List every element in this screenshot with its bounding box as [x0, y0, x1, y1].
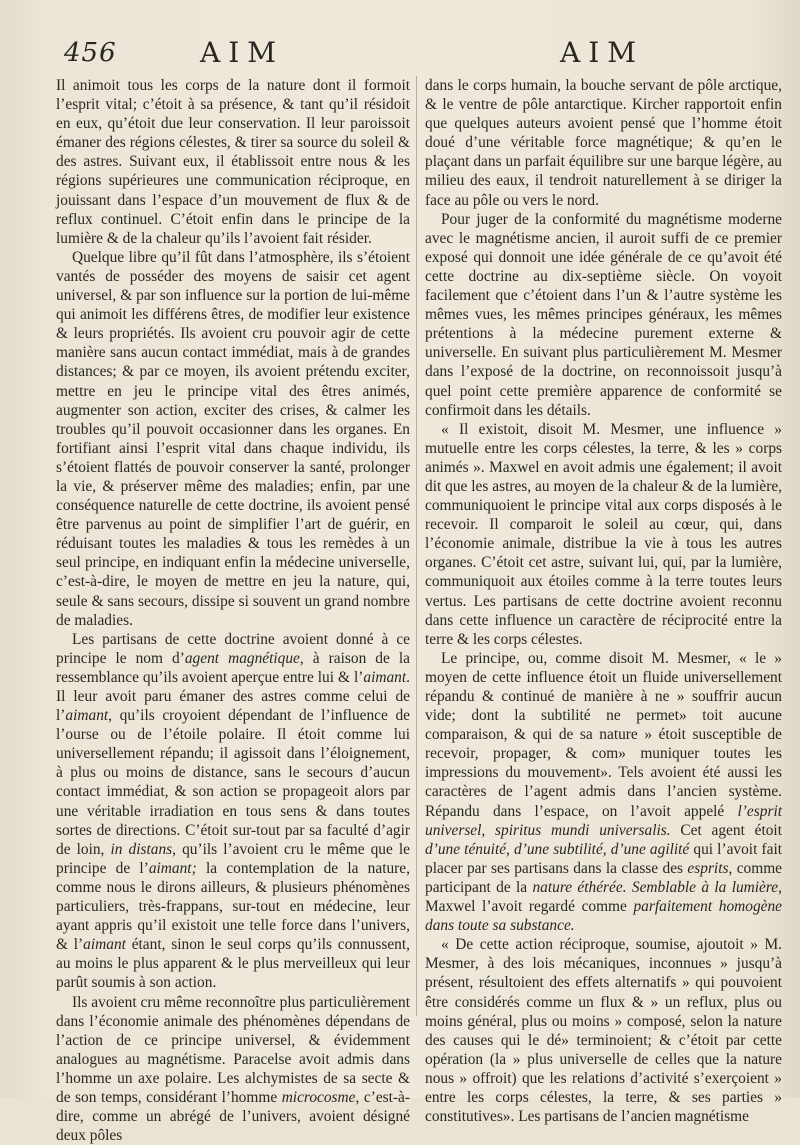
paragraph: Ils avoient cru même reconnoître plus particulièrement dans l’économie animale des phénomènes dépendans de l’action de ce principe universel, & évidemment analogues au magnétisme. Paracelse avoit admis dans l’homme un axe polaire. Les alchymistes de sa secte & de son temps, considérant l’homme microcosme, c’est-à-dire, comme un abrégé de l’univers, avoient désigné deux pôles: [56, 993, 410, 1145]
paragraph: « De cette action réciproque, soumise, ajoutoit » M. Mesmer, à des lois mécaniques, inconnues » jusqu’à présent, résultoient des effets alternatifs » qui pouvoient être considérés comme un flux & » un reflux, plus ou moins général, plus ou moins » composé, selon la nature des causes qui le dé» terminoient; & c’étoit par cette opération (la » plus universelle de celles que la nature nous » offroit) que les relations d’activité s’exerçoient » entre les corps célestes, la terre, & ses parties » constitutives». Les partisans de l’ancien magnétisme: [425, 935, 782, 1126]
paragraph: Il animoit tous les corps de la nature dont il formoit l’esprit vital; c’étoit à sa présence, & tant qu’il résidoit en eux, qu’étoit due leur conservation. Il leur paroissoit émaner des régions célestes, & tirer sa source du soleil & des astres. Suivant eux, il établissoit entre nous & les régions supérieures une communication réciproque, en jouissant dans l’espace d’un mouvement de flux & de reflux continuel. C’étoit enfin dans le principe de la lumière & de la chaleur qu’ils l’avoient fait résider.: [56, 76, 410, 248]
running-header: [0, 34, 800, 74]
page-number: 456: [64, 38, 117, 68]
left-column: [56, 76, 410, 1145]
running-title-left: AIM: [200, 36, 284, 69]
paragraph: Quelque libre qu’il fût dans l’atmosphère, ils s’étoient vantés de posséder des moyens de saisir cet agent universel, & par son influence sur la portion de lui-même qui animoit les différens êtres, de modifier leur existence & leurs propriétés. Ils avoient cru pouvoir agir de cette manière sans aucun contact immédiat, mais à de grandes distances; & par ce moyen, ils avoient prétendu exciter, mettre en jeu le principe vital des êtres animés, augmenter son action, exciter des crises, & calmer les troubles qu’il pouvoit occasionner dans les organes. En fortifiant ainsi l’esprit vital dans chaque individu, ils s’étoient flattés de pouvoir conserver la santé, prolonger la vie, & préserver même des maladies; enfin, par une conséquence naturelle de cette doctrine, ils avoient pensé être parvenus au point de simplifier l’art de guérir, en réduisant toutes les maladies & tous les remèdes à un seul principe, en indiquant enfin la médecine universelle, c’est-à-dire, le moyen de mettre en jeu la nature, qui, seule & sans secours, dissipe si souvent un grand nombre de maladies.: [56, 248, 410, 630]
column-divider: [416, 76, 417, 1016]
paragraph: Le principe, ou, comme disoit M. Mesmer, « le » moyen de cette influence étoit un fluide universellement répandu & continué de manière à ne » souffrir aucun vide; dont la subtilité ne permet» toit aucune comparaison, & qui de sa nature » étoit susceptible de recevoir, propager, & com» muniquer toutes les impressions du mouvement». Tels avoient été aussi les caractères de l’agent admis dans l’ancien système. Répandu dans l’espace, on l’avoit appelé l’esprit universel, spiritus mundi universalis. Cet agent étoit d’une ténuité, d’une subtilité, d’une agilité qui l’avoit fait placer par ses partisans dans la classe des esprits, comme participant de la nature éthérée. Semblable à la lumière, Maxwel l’avoit regardé comme parfaitement homogène dans toute sa substance.: [425, 649, 782, 935]
paragraph: dans le corps humain, la bouche servant de pôle arctique, & le ventre de pôle antarctique. Kircher rapportoit enfin que quelques auteurs avoient pensé que l’homme étoit doué d’une véritable force magnétique; & qu’en le plaçant dans un parfait équilibre sur une barque légère, au milieu des eaux, il tendroit naturellement à se diriger la face au pôle ou vers le nord.: [425, 76, 782, 210]
right-column: [425, 76, 782, 1126]
running-title-right: AIM: [560, 36, 644, 69]
paragraph: Pour juger de la conformité du magnétisme moderne avec le magnétisme ancien, il auroit suffi de ce premier exposé qui donnoit une idée générale de ce qu’avoit été cette doctrine au dix-septième siècle. On voyoit facilement que c’étoient dans l’un & l’autre système les mêmes vues, les mêmes principes généraux, les mêmes prétentions à la médecine purement externe & universelle. En suivant plus particulièrement M. Mesmer dans l’exposé de la doctrine, on reconnoissoit jusqu’à quel point cette première apparence de conformité se confirmoit dans les détails.: [425, 210, 782, 420]
paragraph: Les partisans de cette doctrine avoient donné à ce principe le nom d’agent magnétique, à raison de la ressemblance qu’ils avoient aperçue entre lui & l’aimant. Il leur avoit paru émaner des astres comme celui de l’aimant, qu’ils croyoient dépendant de l’influence de l’ourse ou de l’étoile polaire. Il étoit comme lui universellement répandu; il agissoit dans l’éloignement, à plus ou moins de distance, sans le secours d’aucun contact immédiat, & son action se propageoit alors par une véritable irradiation en tous sens & dans toutes sortes de directions. C’étoit sur-tout par sa faculté d’agir de loin, in distans, qu’ils l’avoient cru le même que le principe de l’aimant; la contemplation de la nature, comme nous le dirons ailleurs, & plusieurs phénomènes particuliers, très-frappans, sur-tout en médecine, leur ayant appris qu’il existoit une telle force dans l’univers, & l’aimant étant, sinon le seul corps qu’ils connussent, au moins le plus apparent & le plus merveilleux qui leur parût soumis à son action.: [56, 630, 410, 993]
paragraph: « Il existoit, disoit M. Mesmer, une influence » mutuelle entre les corps célestes, la terre, & les » corps animés ». Maxwel en avoit admis une également; il avoit dit que les astres, au moyen de la chaleur & de la lumière, communiquoient le principe vital aux corps disposés à le recevoir. Il comparoit le soleil au cœur, qui, dans l’économie animale, distribue la vie à tous les autres organes. C’étoit cet astre, suivant lui, qui, par la lumière, communiquoit aux étoiles comme à la terre toutes leurs vertus. Les partisans de cette doctrine avoient reconnu dans cette influence un caractère de réciprocité entre la terre & les corps célestes.: [425, 420, 782, 649]
